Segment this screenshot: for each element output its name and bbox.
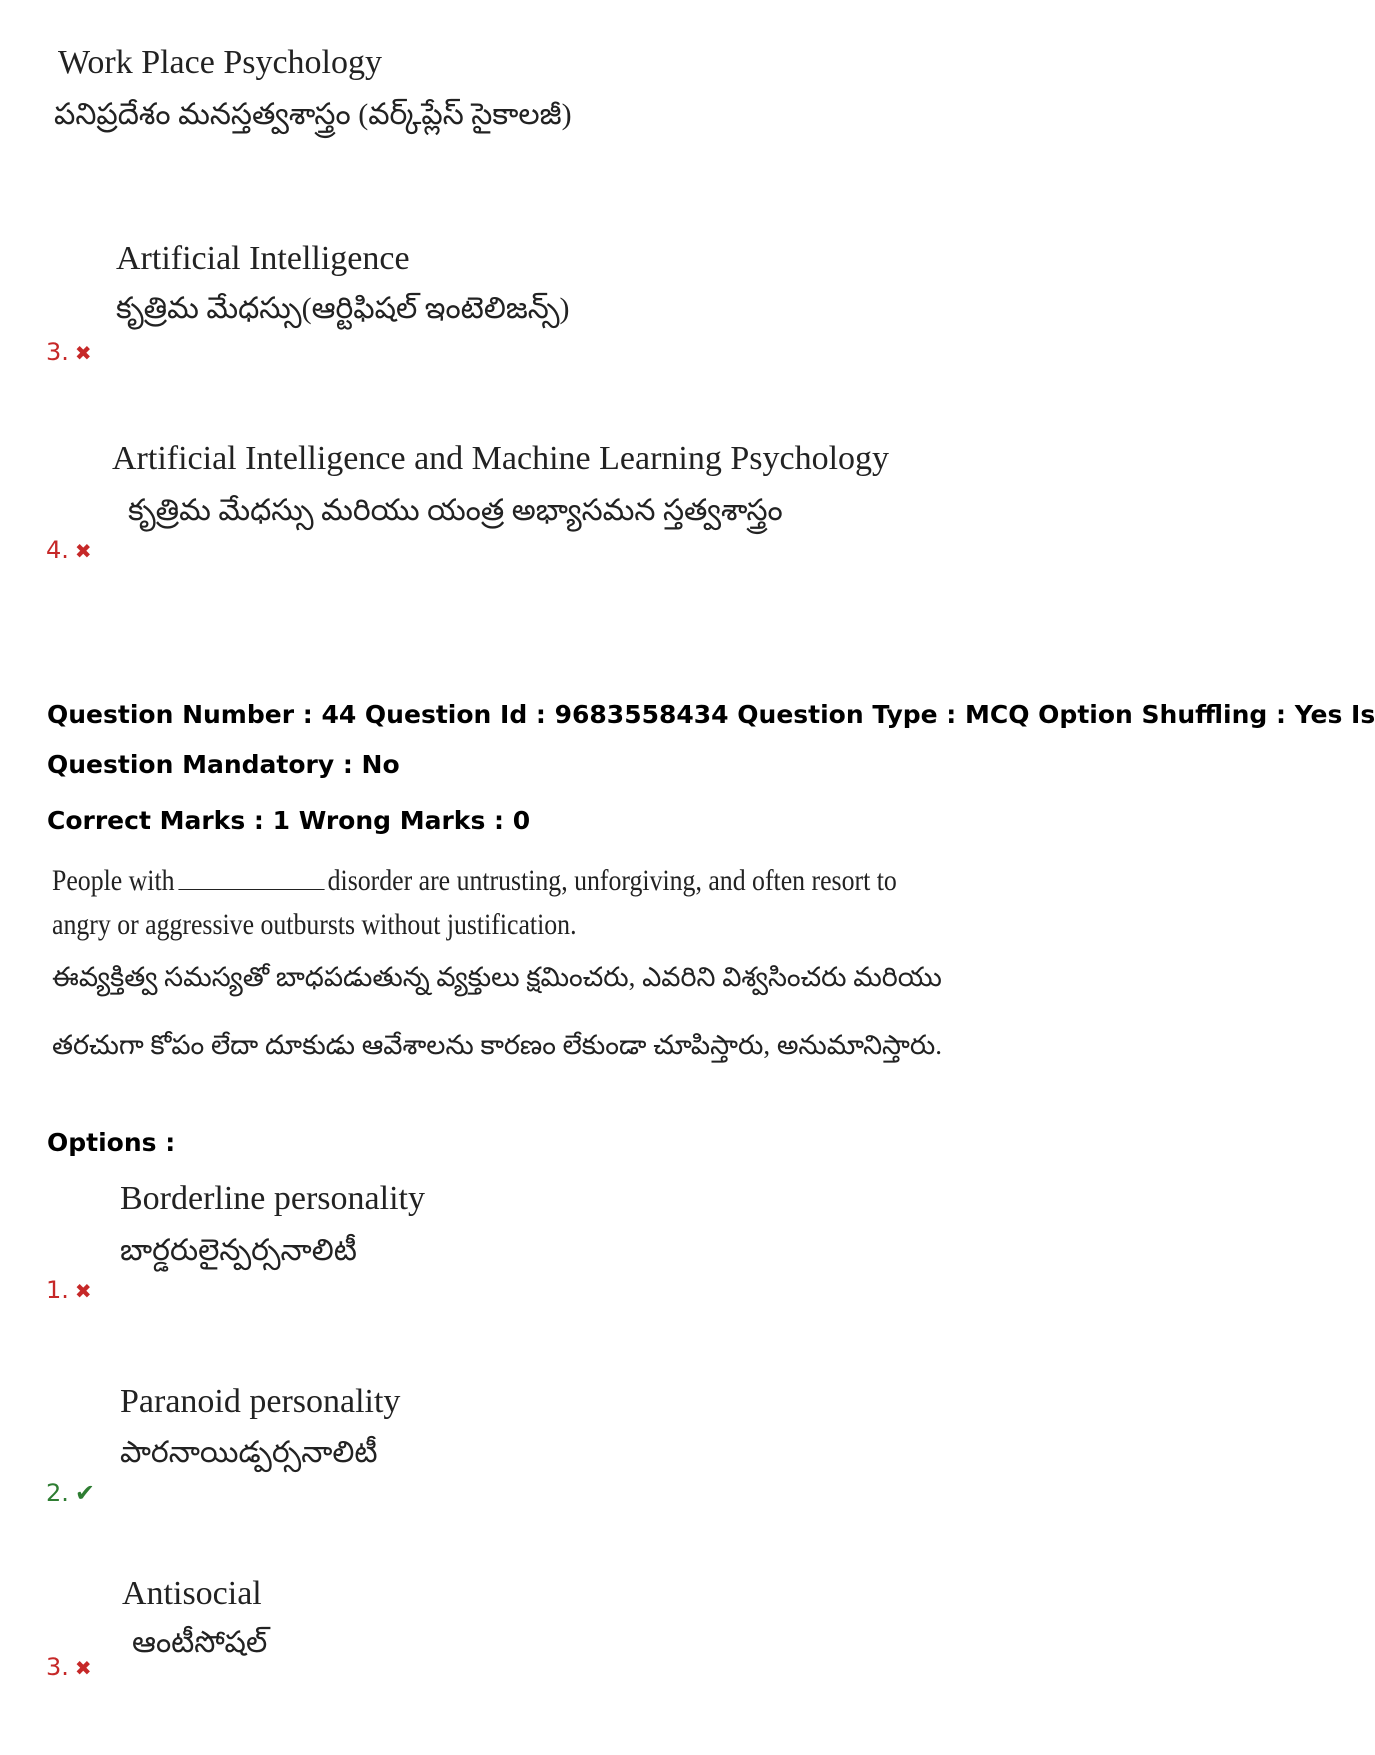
option-text-en: Borderline personality: [120, 1180, 425, 1217]
options-label: Options :: [47, 1128, 176, 1157]
question-text-te-line1: ఈవ్యక్తిత్వ సమస్యతో బాధపడుతున్న వ్యక్తులు క్షమించరు, ఎవరిని విశ్వసించరు మరియు: [52, 962, 942, 992]
cross-mark-icon: ✖: [74, 1656, 92, 1680]
cross-mark-icon: ✖: [74, 539, 92, 563]
option-text-en: Antisocial: [122, 1575, 262, 1612]
cross-mark-icon: ✖: [74, 1279, 92, 1303]
option-text-te: కృత్రిమ మేధస్సు మరియు యంత్ర అభ్యాసమన స్తత్వశాస్త్రం: [128, 494, 783, 527]
option-number: 1. ✖: [46, 1276, 92, 1304]
option-text-en: Work Place Psychology: [58, 44, 382, 81]
question-text-en-line2: angry or aggressive outbursts without justification.: [52, 908, 577, 941]
question-meta-line1: Question Number : 44 Question Id : 9683558434 Question Type : MCQ Option Shuffling : Yes Is: [47, 700, 1375, 729]
option-text-en: Artificial Intelligence and Machine Learning Psychology: [112, 440, 890, 477]
question-meta-line2: Question Mandatory : No: [47, 750, 400, 779]
fill-blank: [178, 865, 324, 890]
option-text-en: Paranoid personality: [120, 1383, 401, 1420]
option-number: 4. ✖: [46, 536, 92, 564]
option-number: 3. ✖: [46, 1653, 92, 1681]
option-text-te: కృత్రిమ మేధస్సు(ఆర్టిఫిషల్ ఇంటెలిజన్స్): [116, 292, 570, 325]
option-text-te: పారనాయిడ్పర్సనాలిటీ: [120, 1436, 378, 1469]
option-text-te: పనిప్రదేశం మనస్తత్వశాస్త్రం (వర్క్‌ప్లేస్ సైకాలజీ): [54, 98, 572, 131]
option-number: 2. ✔: [46, 1479, 96, 1507]
option-text-te: బార్డరులైన్పర్సనాలిటీ: [120, 1234, 357, 1267]
check-mark-icon: ✔: [74, 1479, 96, 1507]
question-marks: Correct Marks : 1 Wrong Marks : 0: [47, 806, 531, 835]
option-text-te: ఆంటీసోషల్: [132, 1626, 268, 1659]
question-text-te-line2: తరచుగా కోపం లేదా దూకుడు ఆవేశాలను కారణం లేకుండా చూపిస్తారు, అనుమానిస్తారు.: [52, 1030, 942, 1060]
cross-mark-icon: ✖: [74, 341, 92, 365]
question-text-en-line1: People with disorder are untrusting, unforgiving, and often resort to: [52, 864, 897, 897]
option-number: 3. ✖: [46, 338, 92, 366]
option-text-en: Artificial Intelligence: [116, 240, 410, 277]
